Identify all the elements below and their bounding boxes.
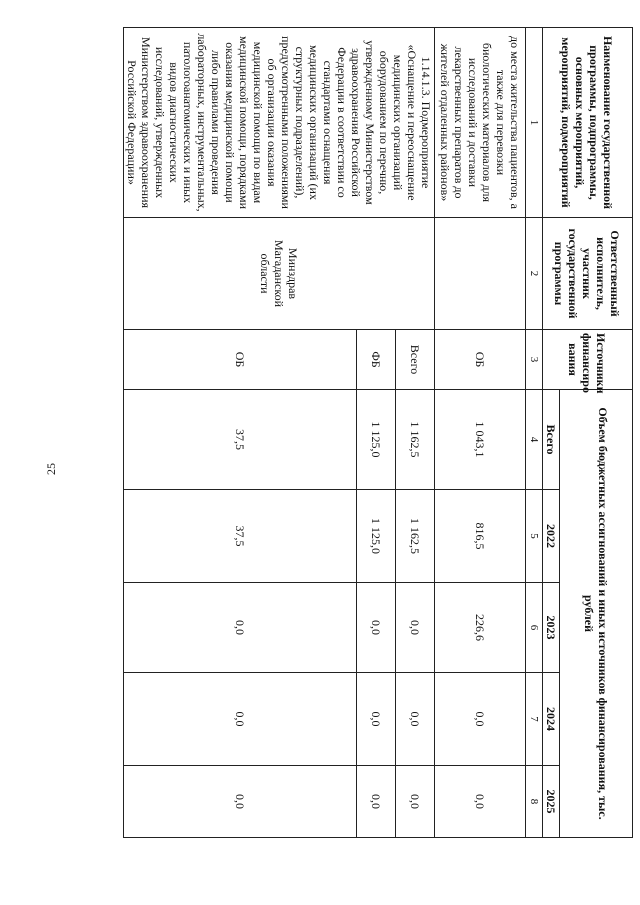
budget-table (123, 27, 633, 838)
row-executor (435, 218, 526, 330)
column-number: 8 (526, 766, 543, 838)
column-number: 4 (526, 390, 543, 490)
row-source: ОБ (435, 330, 526, 390)
value-2022: 1 162,5 (396, 490, 435, 583)
value-total: 1 125,0 (357, 390, 396, 490)
row-source: Всего (396, 330, 435, 390)
value-total: 1 043,1 (435, 390, 526, 490)
row-executor: Минздрав Магаданской области (124, 218, 435, 330)
value-2023: 0,0 (357, 583, 396, 673)
value-2023: 226,6 (435, 583, 526, 673)
value-2024: 0,0 (357, 673, 396, 766)
table-row (396, 28, 435, 838)
value-2022: 1 125,0 (357, 490, 396, 583)
row-name: до места жительства пациентов, а также для перевозки биологических материалов для исследований и доставки лекарственных препаратов до жителей отдаленных районов» (435, 28, 526, 218)
value-total: 1 162,5 (396, 390, 435, 490)
value-2025: 0,0 (396, 766, 435, 838)
header-total: Всего (543, 390, 560, 490)
column-number: 3 (526, 330, 543, 390)
column-number: 1 (526, 28, 543, 218)
value-total: 37,5 (124, 390, 357, 490)
header-year-2022: 2022 (543, 490, 560, 583)
value-2024: 0,0 (124, 673, 357, 766)
header-year-2025: 2025 (543, 766, 560, 838)
value-2023: 0,0 (124, 583, 357, 673)
value-2025: 0,0 (124, 766, 357, 838)
header-funding: Объем бюджетных ассигнований и иных источников финансирования, тыс. рублей (560, 390, 633, 838)
header-source: Источники финансиро вания (543, 330, 633, 390)
header-year-2024: 2024 (543, 673, 560, 766)
column-number: 2 (526, 218, 543, 330)
column-number: 6 (526, 583, 543, 673)
header-executor: Ответственный исполнитель, участник государственной программы (543, 218, 633, 330)
page-number: 25 (44, 463, 58, 475)
value-2025: 0,0 (435, 766, 526, 838)
value-2023: 0,0 (396, 583, 435, 673)
value-2024: 0,0 (435, 673, 526, 766)
row-source: ФБ (357, 330, 396, 390)
row-name: 1.14.1.3. Подмероприятие «Оснащение и переоснащение медицинских организаций оборудованием по перечню, утвержденному Министерством здравоохранения Российской Федерации в соответствии со стандартами оснащения медицинских организаций (их структурных подразделений), предусмотренными положениями об организации оказания медицинской помощи по видам медицинской помощи, порядками оказания медицинской помощи либо правилами проведения лабораторных, инструментальных, патологоанатомических и иных видов диагностических исследований, утвержденных Министерством здравоохранения Российской Федерации» (124, 28, 435, 218)
value-2024: 0,0 (396, 673, 435, 766)
value-2022: 816,5 (435, 490, 526, 583)
header-year-2023: 2023 (543, 583, 560, 673)
table-row (435, 28, 526, 838)
column-number: 5 (526, 490, 543, 583)
header-name: Наименование государственной программы, подпрограммы, основных мероприятий, мероприятий, подмероприятий (543, 28, 633, 218)
value-2022: 37,5 (124, 490, 357, 583)
column-number: 7 (526, 673, 543, 766)
value-2025: 0,0 (357, 766, 396, 838)
row-source: ОБ (124, 330, 357, 390)
